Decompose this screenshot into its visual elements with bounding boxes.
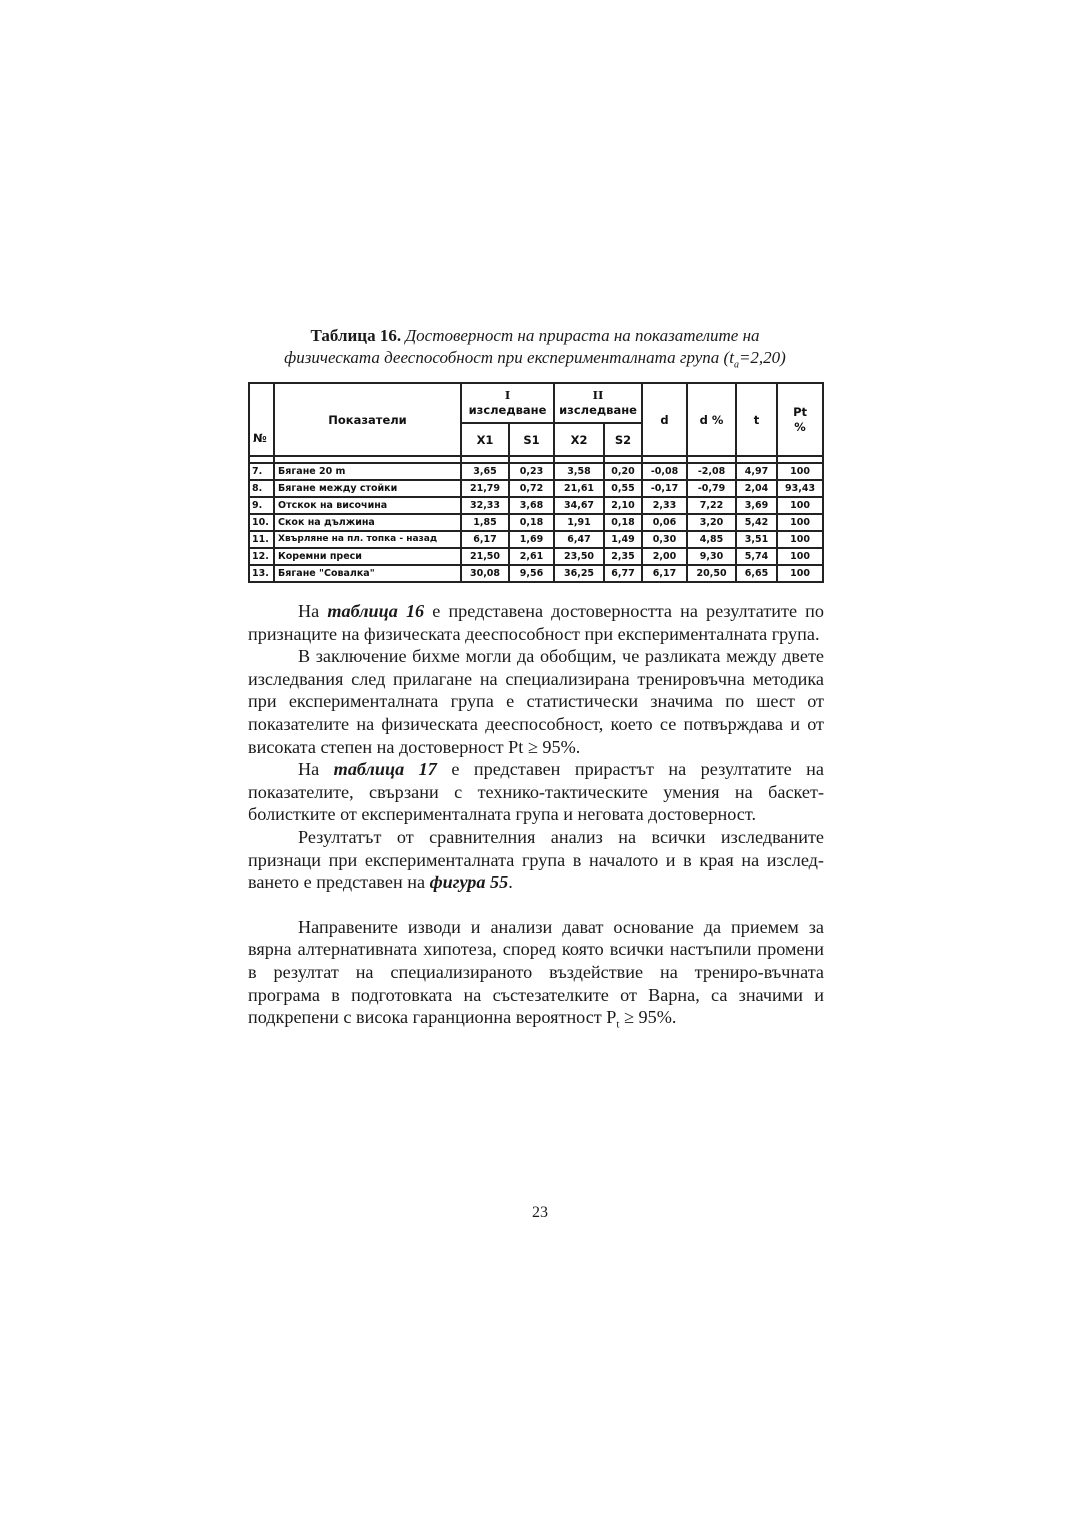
cell-s1: 9,56	[509, 565, 554, 582]
cell-t: 3,69	[736, 497, 777, 514]
cell-pt: 93,43	[777, 480, 823, 497]
paragraph-text: е представен прирастът на резултатите на показателите, свързани с технико-тактическите умения на баскет-болистките от експерименталната група и неговата достоверност.	[248, 759, 824, 825]
header-study-2	[554, 383, 642, 423]
cell-no: 8.	[249, 480, 274, 497]
cell-x2: 23,50	[554, 548, 604, 565]
paragraph-text: ≥ 95%.	[619, 1007, 677, 1028]
cell-d: 2,33	[642, 497, 687, 514]
header-study-1-roman: I	[504, 388, 511, 402]
table-row	[249, 548, 823, 565]
cell-no: 7.	[249, 463, 274, 480]
table-caption	[248, 325, 822, 376]
caption-text-tail: =2,20)	[738, 348, 786, 367]
caption-label: Таблица 16.	[310, 326, 402, 345]
header-pt	[777, 383, 823, 456]
cell-x1: 3,65	[461, 463, 509, 480]
header-pt-line-2: %	[794, 419, 806, 434]
header-x2: X2	[554, 423, 604, 456]
probability-subscript: t	[616, 1018, 620, 1031]
cell-d-percent: 3,20	[687, 514, 736, 531]
cell-x1: 6,17	[461, 531, 509, 548]
cell-pt: 100	[777, 514, 823, 531]
cell-x2: 21,61	[554, 480, 604, 497]
cell-d-percent: 4,85	[687, 531, 736, 548]
paragraph-text: .	[508, 872, 513, 893]
table-row	[249, 565, 823, 582]
cell-d-percent: -2,08	[687, 463, 736, 480]
paragraph	[248, 826, 824, 894]
cell-pt: 100	[777, 497, 823, 514]
caption-subscript: a	[733, 359, 739, 371]
cell-s2: 2,35	[604, 548, 642, 565]
cell-s2: 0,18	[604, 514, 642, 531]
cell-t: 6,65	[736, 565, 777, 582]
paragraph-text: На	[298, 601, 328, 621]
table-row	[249, 463, 823, 480]
cell-s2: 0,55	[604, 480, 642, 497]
cell-no: 13.	[249, 565, 274, 582]
body-text	[248, 600, 824, 1036]
cell-x2: 34,67	[554, 497, 604, 514]
paragraph-text: е представена достоверността на резултатите по признаците на физическата дееспособност при експерименталната група.	[248, 601, 824, 644]
cell-d: -0,17	[642, 480, 687, 497]
table-row	[249, 514, 823, 531]
header-s2: S2	[604, 423, 642, 456]
cell-x1: 21,50	[461, 548, 509, 565]
cell-d-percent: -0,79	[687, 480, 736, 497]
table-17-reference: таблица 17	[333, 759, 437, 780]
cell-name: Хвърляне на пл. топка - назад	[274, 531, 461, 548]
figure-55-reference: фигура 55	[429, 872, 509, 893]
cell-x1: 30,08	[461, 565, 509, 582]
cell-name: Бягане "Совалка"	[274, 565, 461, 582]
header-d: d	[642, 383, 687, 456]
header-study-2-label: изследване	[559, 403, 637, 417]
paragraph	[248, 600, 824, 645]
results-table	[248, 382, 824, 583]
cell-name: Бягане 20 m	[274, 463, 461, 480]
cell-s1: 0,72	[509, 480, 554, 497]
header-study-1-label: изследване	[468, 403, 547, 417]
cell-x2: 1,91	[554, 514, 604, 531]
cell-x1: 32,33	[461, 497, 509, 514]
cell-d-percent: 7,22	[687, 497, 736, 514]
cell-d: 0,06	[642, 514, 687, 531]
cell-x2: 3,58	[554, 463, 604, 480]
table-spacer	[249, 456, 823, 463]
cell-no: 9.	[249, 497, 274, 514]
cell-d: 0,30	[642, 531, 687, 548]
cell-s2: 6,77	[604, 565, 642, 582]
cell-x2: 36,25	[554, 565, 604, 582]
header-pt-line-1: Pt	[793, 404, 807, 419]
cell-s1: 1,69	[509, 531, 554, 548]
caption-line-2	[248, 347, 822, 376]
paragraph-text: На	[298, 759, 334, 780]
table-row	[249, 497, 823, 514]
paragraph	[248, 758, 824, 826]
cell-s2: 0,20	[604, 463, 642, 480]
cell-s1: 2,61	[509, 548, 554, 565]
cell-d-percent: 20,50	[687, 565, 736, 582]
header-no: №	[249, 383, 274, 456]
cell-d: -0,08	[642, 463, 687, 480]
cell-x1: 1,85	[461, 514, 509, 531]
cell-no: 11.	[249, 531, 274, 548]
cell-s2: 1,49	[604, 531, 642, 548]
cell-t: 2,04	[736, 480, 777, 497]
cell-t: 4,97	[736, 463, 777, 480]
cell-t: 5,74	[736, 548, 777, 565]
cell-t: 5,42	[736, 514, 777, 531]
paragraph-text: Направените изводи и анализи дават основание да приемем за вярна алтернативната хипотеза, според която всички настъпили промени в резултат на специализираното въздействие на трениро-въчната програма в подготовката на състезателките от Варна, са значими и подкрепени с висока гаранционна вероятност P	[248, 916, 824, 1028]
page-number: 23	[532, 1204, 548, 1221]
cell-name: Отскок на височина	[274, 497, 461, 514]
cell-d: 2,00	[642, 548, 687, 565]
table-16-reference: таблица 16	[327, 601, 425, 621]
cell-s1: 0,23	[509, 463, 554, 480]
cell-pt: 100	[777, 463, 823, 480]
header-d-percent: d %	[687, 383, 736, 456]
cell-s1: 3,68	[509, 497, 554, 514]
table-row	[249, 480, 823, 497]
cell-d: 6,17	[642, 565, 687, 582]
paragraph-text: Резултатът от сравнителния анализ на всички изследваните признаци при експерименталната група в началото и в края на изслед-ването е представен на	[248, 826, 824, 893]
cell-name: Бягане между стойки	[274, 480, 461, 497]
cell-name: Скок на дължина	[274, 514, 461, 531]
header-x1: X1	[461, 423, 509, 456]
cell-t: 3,51	[736, 531, 777, 548]
caption-line-1	[248, 325, 822, 347]
header-study-2-roman: II	[592, 388, 604, 402]
caption-text-2: физическата дееспособност при експерименталната група (t	[284, 348, 734, 367]
cell-pt: 100	[777, 565, 823, 582]
cell-name: Коремни преси	[274, 548, 461, 565]
cell-pt: 100	[777, 531, 823, 548]
caption-text-1: Достоверност на прираста на показателите на	[405, 326, 760, 345]
header-indicators: Показатели	[274, 383, 461, 456]
paragraph	[248, 916, 824, 1037]
cell-d-percent: 9,30	[687, 548, 736, 565]
table-row	[249, 531, 823, 548]
cell-x1: 21,79	[461, 480, 509, 497]
cell-no: 12.	[249, 548, 274, 565]
cell-no: 10.	[249, 514, 274, 531]
header-t: t	[736, 383, 777, 456]
cell-s2: 2,10	[604, 497, 642, 514]
header-s1: S1	[509, 423, 554, 456]
cell-pt: 100	[777, 548, 823, 565]
cell-x2: 6,47	[554, 531, 604, 548]
paragraph: В заключение бихме могли да обобщим, че разликата между двете изследвания след прилагане на специализирана тренировъчна методика при експерименталната група е статистически значима по шест от показателите на физическата дееспособност, което се потвърждава и от високата степен на достоверност Pt ≥ 95%.	[248, 646, 824, 757]
header-study-1	[461, 383, 554, 423]
cell-s1: 0,18	[509, 514, 554, 531]
